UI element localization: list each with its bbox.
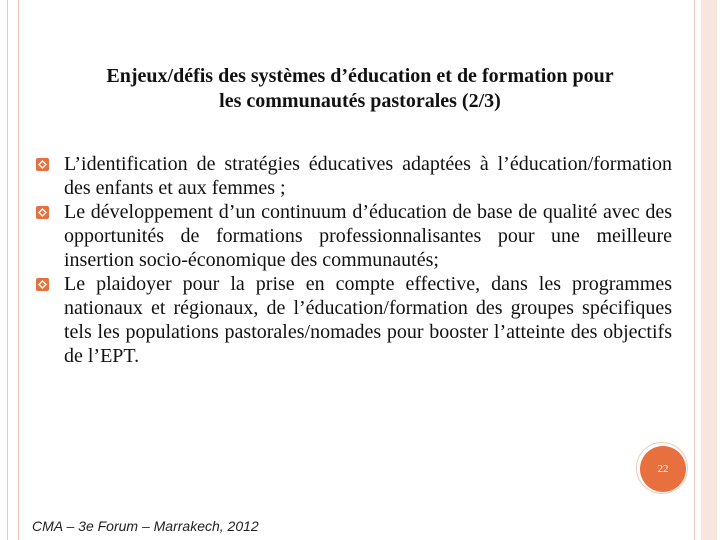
bullet-item	[64, 272, 672, 368]
diamond-bullet-icon	[36, 158, 49, 171]
bullet-list	[64, 152, 672, 368]
page-number: 22	[657, 463, 669, 475]
slide-side-bar	[701, 0, 717, 540]
bullet-item	[64, 200, 672, 272]
slide-title-line2: les communautés pastorales (2/3)	[219, 90, 501, 112]
diamond-bullet-icon	[36, 278, 49, 291]
slide-title-line1: Enjeux/défis des systèmes d’éducation et de formation pour	[106, 65, 614, 87]
slide-footer: CMA – 3e Forum – Marrakech, 2012	[32, 518, 259, 534]
bullet-text: Le plaidoyer pour la prise en compte effective, dans les programmes nationaux et régionaux, de l’éducation/formation des groupes spécifiques tels les populations pastorales/nomades pour booster l’atteinte des objectifs de l’EPT.	[64, 273, 672, 367]
page-number-badge	[640, 446, 686, 492]
diamond-bullet-icon	[36, 206, 49, 219]
bullet-text: L’identification de stratégies éducatives adaptées à l’éducation/formation des enfants et aux femmes ;	[64, 153, 672, 199]
bullet-item	[64, 152, 672, 200]
bullet-text: Le développement d’un continuum d’éducation de base de qualité avec des opportunités de formations professionnalisantes pour une meilleure insertion socio-économique des communautés;	[64, 201, 672, 271]
slide-title	[40, 64, 680, 114]
